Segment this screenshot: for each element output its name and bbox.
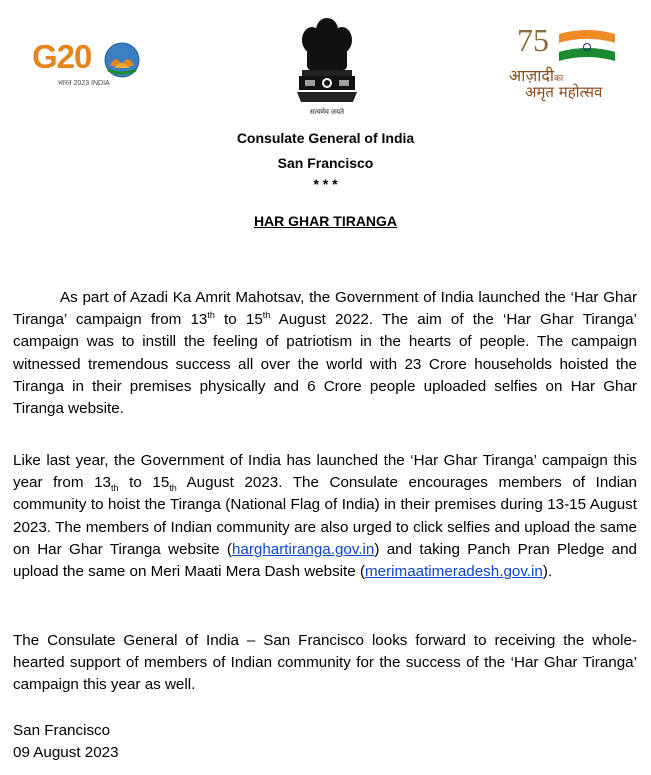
lotus-globe-icon [98,40,146,80]
emblem-motto: सत्यमेव जयते [309,109,345,116]
logo-bar [0,0,651,125]
superscript-th: th [262,310,271,321]
consulate-city: San Francisco [277,155,374,171]
g20-logo [30,38,150,90]
paragraph-1 [13,287,637,420]
subscript-th: th [169,483,177,494]
paragraph-2-text-a: Like last year, the Government of India has launched the ‘Har Ghar Tiranga’ campaign this year from 13 [13,452,637,492]
azadi-number: 75 [517,22,549,58]
paragraph-3: The Consulate General of India – San Francisco looks forward to receiving the whole-hearted support of members of Indian community for the success of the ‘Har Ghar Tiranga’ campaign this year as well. [13,632,637,694]
state-emblem [293,14,361,119]
subscript-th: th [111,483,119,494]
consulate-name: Consulate General of India [236,130,415,146]
lion-capital-icon [293,14,361,106]
g20-logo-text: G20 [32,38,92,75]
harghartiranga-link[interactable]: harghartiranga.gov.in [231,540,375,558]
signature-place: San Francisco [13,722,111,739]
signature-block [13,720,119,764]
azadi-word: आज़ादी [509,66,555,85]
paragraph-2-text-d: ) and taking Panch Pran Pledge and upload the same on Meri Maati Mera Dash website ( [13,540,637,581]
paragraph-1-text-a: As part of Azadi Ka Amrit Mahotsav, the Government of India launched the ‘Har Ghar Tiranga’ campaign from 13 [13,289,637,329]
paragraph-2-text-c: August 2023. The Consulate encourages members of Indian community to hoist the Tiranga (National Flag of India) in their premises during 13-15 August 2023. The members of Indian community are also urged to click selfies and upload the same on Har Ghar Tiranga website ( [13,474,637,558]
superscript-th: th [207,310,215,321]
header-stars: * * * [313,176,338,192]
azadi-line2: अमृत महोत्सव [525,83,603,101]
azadi-ka-word: का [554,74,564,84]
letter-header [0,126,651,192]
paragraph-2-text-e: ). [542,563,553,581]
paragraph-1-text-b: to 15 [214,311,263,329]
g20-logo-subtext: भारत 2023 INDIA [58,80,110,87]
paragraph-1-text-c: August 2022. The aim of the ‘Har Ghar Tiranga’ campaign was to instill the feeling of patriotism in the hearts of people. The campaign witnessed tremendous success all over the world with 23 Crore households hoisted the Tiranga in their premises physically and 6 Crore people uploaded selfies on Har Ghar Tiranga website. [13,311,637,418]
paragraph-2 [13,450,637,583]
azadi-ka-amrit-mahotsav-logo [497,22,627,102]
merimaatimeradesh-link[interactable]: merimaatimeradesh.gov.in [365,563,543,581]
paragraph-2-text-b: to 15 [118,474,170,492]
tricolour-flag-icon [559,30,615,64]
document-title: HAR GHAR TIRANGA [253,213,398,229]
signature-date: 09 August 2023 [13,744,119,762]
